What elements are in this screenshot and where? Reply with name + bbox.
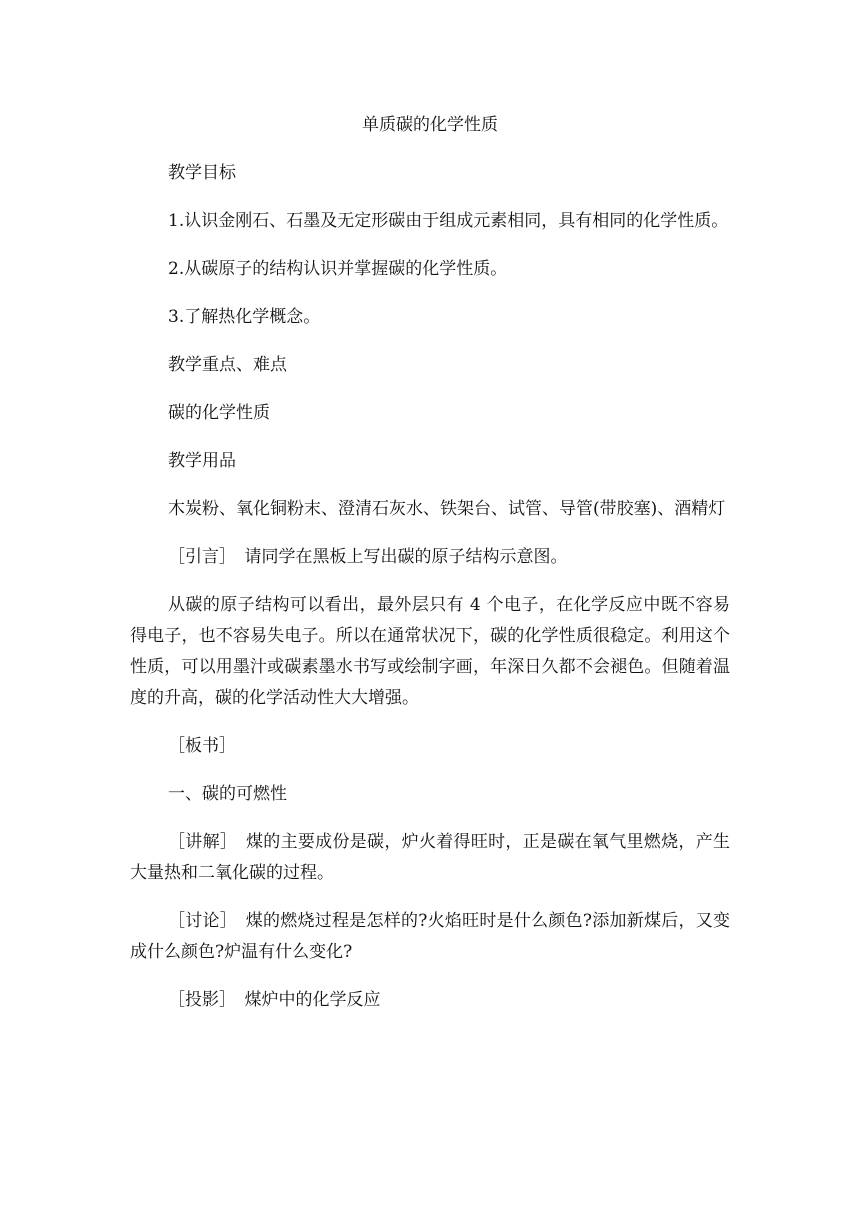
document-title: 单质碳的化学性质 (362, 115, 498, 135)
discussion-paragraph: ［讨论］ 煤的燃烧过程是怎样的?火焰旺时是什么颜色?添加新煤后，又变成什么颜色?炉温有什么变化? (130, 911, 730, 962)
document-body (130, 110, 730, 1033)
projection-paragraph: ［投影］ 煤炉中的化学反应 (168, 990, 381, 1010)
section-heading-key-points: 教学重点、难点 (168, 355, 287, 375)
atomic-structure-paragraph: 从碳的原子结构可以看出，最外层只有 4 个电子，在化学反应中既不容易得电子，也不容易失电子。所以在通常状况下，碳的化学性质很稳定。利用这个性质，可以用墨汁或碳素墨水书写或绘制字画，年深日久都不会褪色。但随着温度的升高，碳的化学活动性大大增强。 (130, 595, 730, 708)
section-heading-combustibility: 一、碳的可燃性 (168, 784, 287, 804)
introduction-paragraph: ［引言］ 请同学在黑板上写出碳的原子结构示意图。 (168, 547, 568, 567)
materials-list: 木炭粉、氧化铜粉末、澄清石灰水、铁架台、试管、导管(带胶塞)、酒精灯 (168, 499, 726, 519)
blackboard-label: ［板书］ (168, 736, 236, 756)
key-points-text: 碳的化学性质 (168, 403, 270, 423)
objective-item-3: 3.了解热化学概念。 (168, 307, 321, 327)
objective-item-2: 2.从碳原子的结构认识并掌握碳的化学性质。 (168, 259, 508, 279)
objective-item-1: 1.认识金刚石、石墨及无定形碳由于组成元素相同，具有相同的化学性质。 (168, 211, 729, 231)
section-heading-objectives: 教学目标 (168, 163, 236, 183)
explanation-paragraph: ［讲解］ 煤的主要成份是碳，炉火着得旺时，正是碳在氧气里燃烧，产生大量热和二氧化碳的过程。 (130, 832, 730, 883)
section-heading-materials: 教学用品 (168, 451, 236, 471)
